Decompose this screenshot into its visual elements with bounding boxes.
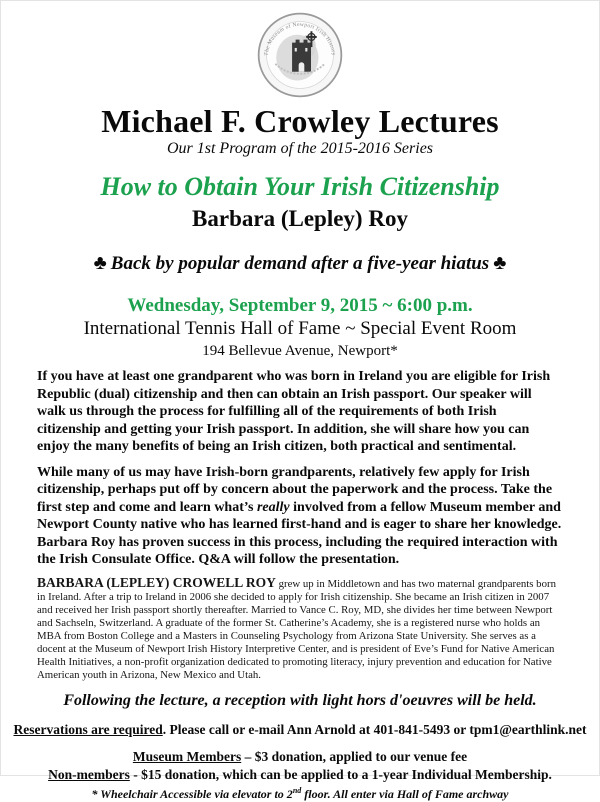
bio-name: BARBARA (LEPLEY) CROWELL ROY [37, 574, 276, 590]
shamrock-icon-right: ♣ [493, 252, 507, 274]
event-address: 194 Bellevue Avenue, Newport* [202, 343, 398, 359]
details-paragraph-emphasis: really [256, 499, 290, 515]
details-paragraph [37, 464, 563, 569]
series-subtitle: Our 1st Program of the 2015-2016 Series [166, 140, 434, 157]
members-label: Museum Members [132, 748, 242, 764]
tagline-text: Back by popular demand after a five-year hiatus [110, 253, 490, 274]
speaker-name: Barbara (Lepley) Roy [192, 206, 408, 231]
nonmembers-rest: - $15 donation, which can be applied to a 1-year Individual Membership. [129, 766, 552, 782]
tagline [1, 251, 599, 276]
details-paragraph-part1: While many of us may have Irish-born grandparents, relatively few apply for Irish citizenship, perhaps put off by concern about the paperwork and the process. Take the first step and come and learn what’s [37, 464, 553, 515]
intro-paragraph: If you have at least one grandparent who was born in Ireland you are eligible for Irish Republic (dual) citizenship and then can obtain an Irish passport. Our speaker will walk us through the process for fulfilling all of the requirements of both Irish citizenship and getting your Irish passport. In addition, she will share how you can enjoy the many benefits of being an Irish citizen, both practical and sentimental. [37, 369, 551, 454]
donation-nonmembers-line [1, 766, 599, 783]
speaker-bio [37, 576, 563, 682]
seal-arc-text: The Museum of Newport Irish History [263, 21, 337, 57]
shamrock-icon-left: ♣ [93, 252, 107, 274]
donation-members-line [1, 748, 599, 765]
museum-seal-logo [1, 11, 599, 99]
reservations-lead: Reservations are required [13, 721, 163, 737]
event-datetime: Wednesday, September 9, 2015 ~ 6:00 p.m. [127, 295, 473, 316]
reception-note: Following the lecture, a reception with light hors d'oeuvres will be held. [63, 691, 537, 709]
footnote-superscript: nd [292, 785, 302, 795]
members-rest: – $3 donation, applied to our venue fee [241, 748, 468, 764]
reservations-line [1, 721, 599, 738]
reservations-rest: . Please call or e-mail Ann Arnold at 401-841-5493 or tpm1@earthlink.net [162, 721, 587, 737]
tower-icon [292, 40, 311, 72]
event-venue: International Tennis Hall of Fame ~ Special Event Room [83, 318, 517, 339]
footnote-suffix: floor. All enter via Hall of Fame archway [301, 786, 509, 801]
bio-text: grew up in Middletown and has two maternal grandparents born in Ireland. After a trip to Ireland in 2006 she decided to apply for Irish citizenship. She became an Irish citizen in 2007 and received her Irish passport shortly thereafter. Married to Vance C. Roy, MD, she divides her time between Newport and Sachseln, Switzerland. A graduate of the former St. Catherine’s Academy, she is a registered nurse who holds an MBA from Boston College and a Masters in Counseling Psychology from Arizona State University. She serves as a docent at the Museum of Newport Irish History Interpretive Center, and is president of Eve’s Fund for Native American Health Initiatives, a non-profit organization dedicated to promoting literacy, injury prevention and education for Native American youth in Arizona, New Mexico and Utah. [37, 577, 556, 681]
page-title: Michael F. Crowley Lectures [101, 103, 499, 139]
museum-seal-icon [256, 11, 344, 99]
footnote-prefix: * Wheelchair Accessible via elevator to 2 [91, 786, 293, 801]
lecture-title: How to Obtain Your Irish Citizenship [100, 172, 500, 201]
accessibility-footnote [1, 787, 599, 802]
details-paragraph-part2: involved from a fellow Museum member and Newport County native who has learned first-hand and is eager to share her knowledge. Barbara Roy has proven success in this process, including the required interaction with the Irish Consulate Office. Q&A will follow the presentation. [37, 499, 562, 567]
nonmembers-label: Non-members [48, 766, 130, 782]
